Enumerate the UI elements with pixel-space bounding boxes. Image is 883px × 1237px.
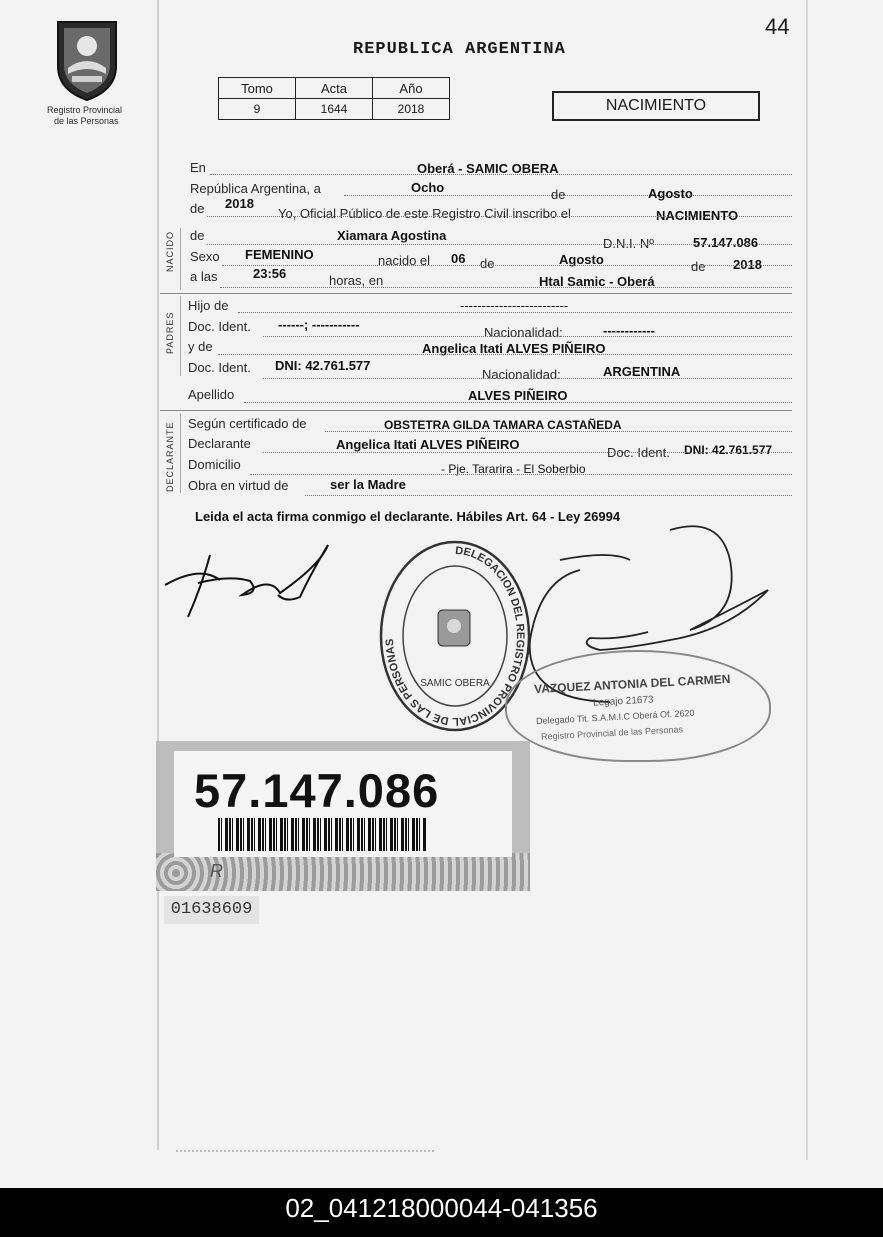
value-acto: NACIMIENTO [656, 208, 739, 223]
dots-doc-2 [263, 378, 792, 379]
label-republica: República Argentina, a [190, 181, 321, 196]
label-sexo: Sexo [190, 249, 220, 264]
value-sexo: FEMENINO [245, 247, 314, 262]
sticker-pattern-letter: R [210, 861, 223, 881]
dots-hijo-de [238, 312, 792, 313]
value-apellido: ALVES PIÑEIRO [468, 388, 568, 403]
left-margin-line [157, 0, 159, 1150]
side-rule-declarante [180, 413, 181, 493]
value-padre: ------------------------- [460, 298, 569, 313]
dots-doc-1 [263, 336, 792, 337]
side-rule-padres [180, 296, 181, 376]
label-declarante: Declarante [188, 436, 251, 451]
label-dni: D.N.I. Nº [603, 236, 654, 251]
side-rule-nacido [180, 228, 181, 290]
section-divider-1 [160, 293, 792, 294]
province-shield-icon [52, 18, 122, 102]
label-obra-virtud: Obra en virtud de [188, 478, 289, 493]
signature-official-icon [160, 535, 340, 620]
label-de-1: de [551, 187, 566, 202]
label-doc-ident-1: Doc. Ident. [188, 319, 251, 334]
label-certificado: Según certificado de [188, 416, 307, 431]
dots-sexo [222, 265, 792, 266]
value-hora: 23:56 [253, 266, 287, 281]
footer-file-code: 02_041218000044-041356 [0, 1188, 883, 1237]
value-nacionalidad-madre: ARGENTINA [603, 364, 681, 379]
dots-nombre [207, 244, 792, 245]
page-number: 44 [765, 14, 790, 39]
value-dia-palabra: Ocho [411, 180, 445, 195]
value-doc-padre: ------; ----------- [278, 317, 360, 332]
logo-caption-1: Registro Provincial [47, 105, 123, 115]
ref-value-anio: 2018 [373, 99, 450, 120]
label-horas-en: horas, en [329, 273, 384, 288]
value-mes: Agosto [648, 186, 693, 201]
act-type-box: NACIMIENTO [552, 91, 760, 121]
dots-apellido [244, 402, 792, 403]
label-de-3: de [190, 228, 205, 243]
sticker-number: 57.147.086 [194, 764, 440, 817]
value-nac-mes: Agosto [559, 252, 604, 267]
ref-header-anio: Año [373, 78, 450, 99]
dots-obra [305, 495, 792, 496]
side-label-nacido: NACIDO [165, 230, 175, 272]
label-nacionalidad-2: Nacionalidad: [482, 367, 561, 382]
id-sticker [156, 741, 530, 891]
value-domicilio: - Pje. Tararira - El Soberbio [441, 462, 586, 476]
right-edge-line [806, 0, 808, 1160]
country-title: REPUBLICA ARGENTINA [353, 40, 566, 59]
dots-a-las [220, 287, 792, 288]
ref-header-acta: Acta [296, 78, 373, 99]
side-label-padres: PADRES [165, 311, 175, 354]
dots-y-de [218, 354, 792, 355]
dots-certificado [325, 431, 792, 432]
value-doc-madre: DNI: 42.761.577 [275, 358, 371, 373]
bottom-faint-line [176, 1150, 434, 1156]
value-nombre: Xiamara Agostina [337, 228, 447, 243]
closing-statement: Leida el acta firma conmigo el declarante. Hábiles Art. 64 - Ley 26994 [195, 509, 621, 524]
label-en: En [190, 160, 206, 175]
value-nac-anio: 2018 [733, 257, 762, 272]
ref-header-tomo: Tomo [219, 78, 296, 99]
value-nacionalidad-padre: ------------ [603, 323, 655, 338]
section-divider-2 [160, 410, 792, 411]
label-hijo-de: Hijo de [188, 298, 229, 313]
stamp-line-1: VAZQUEZ ANTONIA DEL CARMEN [533, 671, 731, 697]
barcode [218, 818, 426, 851]
value-obra-virtud: ser la Madre [330, 477, 406, 492]
ref-value-tomo: 9 [219, 99, 296, 120]
serial-number: 01638609 [164, 896, 259, 924]
stamp-line-3: Delegado Tit. S.A.M.I.C Oberá Of. 2620 [535, 707, 695, 727]
dots-republica [344, 195, 792, 196]
label-nacido-el: nacido el [378, 253, 431, 268]
label-a-las: a las [190, 269, 218, 284]
stamp-line-4: Registro Provincial de las Personas [540, 724, 684, 742]
seal-ring-text: DELEGACION DEL REGISTRO PROVINCIAL DE LAS PERSONAS [383, 544, 526, 728]
value-lugar-inscripcion: Oberá - SAMIC OBERA [417, 161, 559, 176]
label-doc-ident-2: Doc. Ident. [188, 360, 251, 375]
value-dni: 57.147.086 [693, 235, 759, 250]
dots-declarante [263, 452, 792, 453]
value-lugar-nacimiento: Htal Samic - Oberá [539, 274, 655, 289]
label-doc-ident-3: Doc. Ident. [607, 445, 670, 460]
side-label-declarante: DECLARANTE [165, 421, 175, 492]
label-de-5: de [691, 259, 706, 274]
logo-caption-2: de las Personas [54, 116, 119, 126]
dots-anio [207, 216, 792, 217]
label-y-de: y de [188, 339, 213, 354]
label-nacionalidad-1: Nacionalidad: [484, 325, 563, 340]
value-nac-dia: 06 [451, 251, 466, 266]
value-madre: Angelica Itati ALVES PIÑEIRO [422, 341, 606, 356]
label-apellido: Apellido [188, 387, 235, 402]
value-anio: 2018 [225, 196, 254, 211]
label-de-4: de [480, 256, 495, 271]
label-de-2: de [190, 201, 205, 216]
value-certificado: OBSTETRA GILDA TAMARA CASTAÑEDA [384, 418, 622, 432]
ref-value-acta: 1644 [296, 99, 373, 120]
seal-center-text: SAMIC OBERA [420, 678, 490, 689]
value-doc-declarante: DNI: 42.761.577 [684, 443, 773, 457]
stamp-line-2: Legajo 21673 [592, 694, 654, 709]
value-declarante: Angelica Itati ALVES PIÑEIRO [336, 437, 520, 452]
label-domicilio: Domicilio [188, 457, 241, 472]
label-yo-oficial: Yo, Oficial Público de este Registro Civil inscribo el [278, 206, 571, 221]
dots-domicilio [250, 474, 792, 475]
reference-table [218, 77, 450, 120]
